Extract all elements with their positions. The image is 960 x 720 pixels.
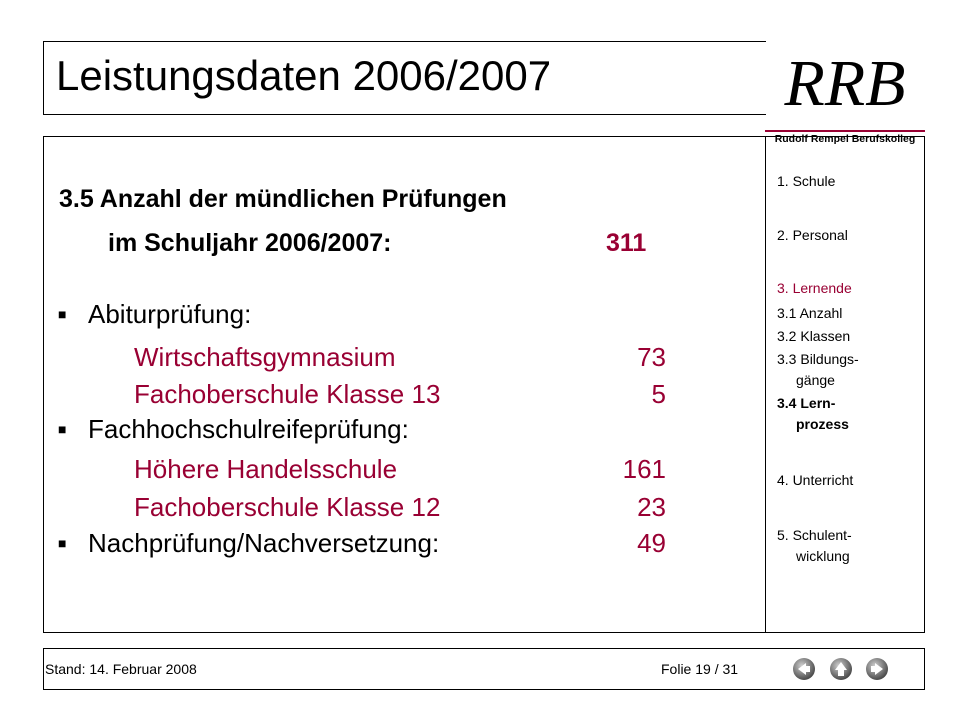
- school-logo: [765, 41, 925, 145]
- logo-subtitle: Rudolf Rempel Berufskolleg: [774, 133, 916, 145]
- sidebar-subitem-bildungsgaenge[interactable]: 3.3 Bildungs-: [777, 351, 859, 367]
- group-label-fachhochschulreife: Fachhochschulreifeprüfung:: [88, 414, 409, 444]
- sidebar-subitem-klassen[interactable]: 3.2 Klassen: [777, 328, 851, 344]
- row-value-hoehere-handelsschule: 161: [622, 454, 666, 484]
- prev-slide-button[interactable]: [792, 657, 816, 681]
- logo-graphic: [765, 41, 925, 145]
- page-title: Leistungsdaten 2006/2007: [56, 52, 552, 99]
- next-slide-button[interactable]: [865, 657, 889, 681]
- row-label-fos13: Fachoberschule Klasse 13: [134, 379, 441, 409]
- section-heading-sub: im Schuljahr 2006/2007:: [108, 229, 392, 257]
- sidebar-item-schulentwicklung[interactable]: 5. Schulent-: [777, 527, 852, 543]
- home-slide-button[interactable]: [829, 657, 853, 681]
- row-label-wirtschaftsgymnasium: Wirtschaftsgymnasium: [134, 342, 396, 372]
- bullet-icon: ■: [58, 535, 67, 551]
- row-label-fos12: Fachoberschule Klasse 12: [134, 492, 441, 522]
- sidebar-subitem-bildungsgaenge-cont[interactable]: gänge: [796, 372, 835, 388]
- sidebar-subitem-lernprozess[interactable]: 3.4 Lern-: [777, 395, 836, 411]
- row-label-hoehere-handelsschule: Höhere Handelsschule: [134, 454, 398, 484]
- bullet-icon: ■: [58, 306, 67, 322]
- sidebar-item-schule[interactable]: 1. Schule: [777, 173, 836, 189]
- group-label-nachpruefung: Nachprüfung/Nachversetzung:: [88, 528, 440, 558]
- row-value-wirtschaftsgymnasium: 73: [637, 342, 666, 372]
- sidebar-subitem-lernprozess-cont[interactable]: prozess: [796, 416, 849, 432]
- sidebar-subitem-anzahl[interactable]: 3.1 Anzahl: [777, 305, 843, 321]
- total-count: 311: [606, 229, 647, 257]
- sidebar-item-schulentwicklung-cont[interactable]: wicklung: [796, 548, 850, 564]
- footer-date: Stand: 14. Februar 2008: [45, 661, 197, 677]
- sidebar-item-unterricht[interactable]: 4. Unterricht: [777, 472, 854, 488]
- arrow-right-icon: [865, 657, 889, 681]
- group-label-abitur: Abiturprüfung:: [88, 299, 252, 329]
- arrow-up-icon: [829, 657, 853, 681]
- row-value-fos12: 23: [637, 492, 666, 522]
- logo-monogram: RRB: [784, 47, 906, 120]
- footer-slide-number: Folie 19 / 31: [661, 661, 739, 677]
- arrow-left-icon: [792, 657, 816, 681]
- bullet-icon: ■: [58, 421, 67, 437]
- row-value-fos13: 5: [651, 379, 666, 409]
- section-heading: 3.5 Anzahl der mündlichen Prüfungen: [59, 185, 507, 213]
- row-value-nachpruefung: 49: [637, 528, 666, 558]
- sidebar-item-personal[interactable]: 2. Personal: [777, 227, 848, 243]
- sidebar-item-lernende[interactable]: 3. Lernende: [777, 280, 852, 296]
